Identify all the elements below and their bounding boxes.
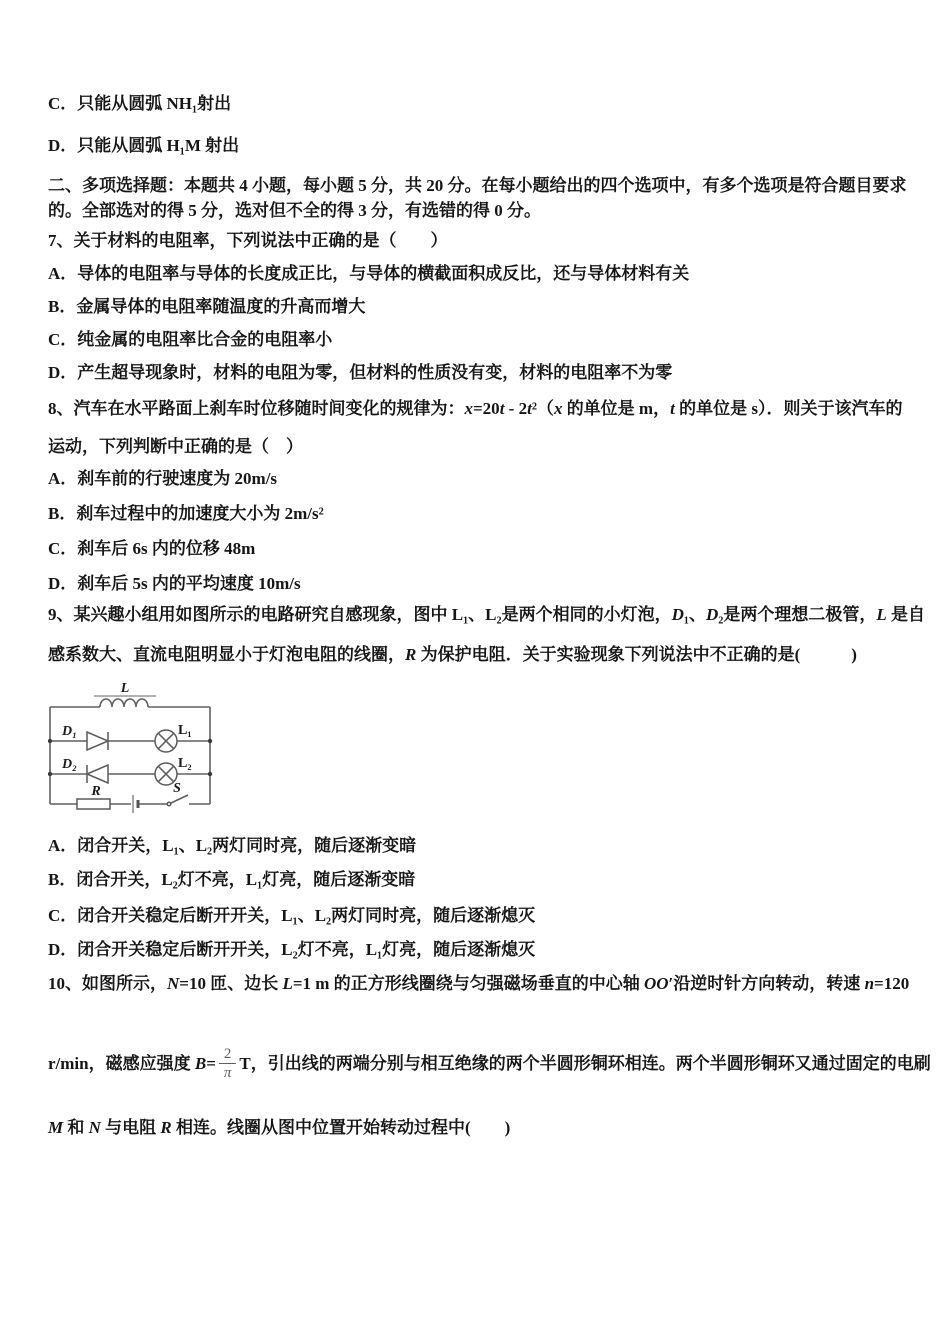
q8-option-c — [48, 538, 924, 559]
option-text: 闭合开关稳定后断开开关，L₁、L₂两灯同时亮，随后逐渐熄灭 — [77, 906, 536, 925]
junction-dot — [208, 739, 212, 743]
option-letter: D． — [48, 574, 78, 593]
q9-stem-line-1: 9、某兴趣小组用如图所示的电路研究自感现象，图中 L₁、L₂是两个相同的小灯泡，D₁、D₂是两个理想二极管，L 是自 — [48, 605, 926, 624]
q9-circuit-figure — [48, 679, 924, 821]
option-letter: B． — [48, 504, 77, 523]
battery-symbol — [133, 795, 138, 813]
q7-option-d — [48, 362, 924, 383]
switch-symbol — [167, 795, 188, 806]
q8-option-b — [48, 503, 924, 524]
lamp1-symbol — [155, 730, 177, 752]
diode1-label: D₁ — [62, 724, 77, 739]
inductor-symbol — [100, 699, 148, 707]
option-text: 产生超导现象时，材料的电阻为零，但材料的性质没有变，材料的电阻率不为零 — [77, 363, 673, 382]
option-letter: C． — [48, 330, 78, 349]
option-letter: A． — [48, 469, 78, 488]
q10-stem-line-3: M 和 N 与电阻 R 相连。线圈从图中位置开始转动过程中( ) — [48, 1118, 511, 1137]
option-text: 闭合开关，L₂灯不亮，L₁灯亮，随后逐渐变暗 — [76, 870, 416, 889]
q10-line2-prefix: r/min，磁感应强度 B= — [48, 1054, 216, 1073]
option-letter: C． — [48, 539, 78, 558]
q10-stem-line-1: 10、如图所示，N=10 匝、边长 L=1 m 的正方形线圈绕与匀强磁场垂直的中心轴 OO′沿逆时针方向转动，转速 n=120 — [48, 974, 910, 993]
q9-option-b — [48, 869, 924, 890]
option-letter: B． — [48, 870, 77, 889]
q9-option-d — [48, 939, 924, 960]
q9-option-c — [48, 905, 924, 926]
q8-option-a — [48, 468, 924, 489]
diode2-symbol — [87, 765, 108, 783]
prev-option-d — [48, 135, 924, 156]
option-letter: C． — [48, 906, 78, 925]
q8-stem-line-1: 8、汽车在水平路面上刹车时位移随时间变化的规律为：x=20t - 2t²（x 的单位是 m，t 的单位是 s）．则关于该汽车的 — [48, 399, 903, 418]
option-text: 刹车过程中的加速度大小为 2m/s² — [76, 504, 324, 523]
option-text: 只能从圆弧 H₁M 射出 — [77, 136, 240, 155]
circuit-diagram — [48, 679, 223, 821]
option-text: 刹车后 5s 内的平均速度 10m/s — [77, 574, 301, 593]
q8-stem-line-2: 运动，下列判断中正确的是（ ） — [48, 437, 303, 456]
q7-option-b — [48, 296, 924, 317]
option-text: 导体的电阻率与导体的长度成正比，与导体的横截面积成反比，还与导体材料有关 — [77, 264, 690, 283]
option-text: 刹车前的行驶速度为 20m/s — [77, 469, 278, 488]
lamp1-label: L₁ — [178, 723, 192, 738]
junction-dot — [48, 772, 52, 776]
q7-option-c — [48, 329, 924, 350]
q9-option-a — [48, 835, 924, 856]
option-text: 刹车后 6s 内的位移 48m — [77, 539, 256, 558]
section-2-header: 二、多项选择题：本题共 4 小题，每小题 5 分，共 20 分。在每小题给出的四个选项中，有多个选项是符合题目要求的。全部选对的得 5 分，选对但不全的得 3 分，有选错的得 0 分。 — [48, 176, 907, 220]
lamp2-label: L₂ — [178, 756, 192, 771]
diode1-symbol — [87, 732, 108, 750]
junction-dot — [48, 739, 52, 743]
q7-stem: 7、关于材料的电阻率，下列说法中正确的是（ ） — [48, 231, 448, 250]
diode2-label: D₂ — [62, 757, 77, 772]
q7-option-a — [48, 263, 924, 284]
option-text: 金属导体的电阻率随温度的升高而增大 — [76, 297, 366, 316]
option-letter: A． — [48, 264, 78, 283]
switch-label: S — [173, 781, 181, 796]
q10-stem-line-2 — [48, 1046, 931, 1081]
inductor-label: L — [120, 681, 130, 696]
option-letter: D． — [48, 136, 78, 155]
q9-stem-line-2: 感系数大、直流电阻明显小于灯泡电阻的线圈，R 为保护电阻．关于实验现象下列说法中不正确的是( ) — [48, 645, 857, 664]
option-letter: B． — [48, 297, 77, 316]
option-letter: D． — [48, 363, 78, 382]
option-text: 纯金属的电阻率比合金的电阻率小 — [77, 330, 333, 349]
resistor-label: R — [91, 784, 101, 799]
option-text: 闭合开关稳定后断开开关，L₂灯不亮，L₁灯亮，随后逐渐熄灭 — [77, 940, 536, 959]
fraction-b-value — [219, 1046, 237, 1081]
option-letter: C． — [48, 94, 78, 113]
q8-option-d — [48, 573, 924, 594]
option-letter: D． — [48, 940, 78, 959]
option-letter: A． — [48, 836, 78, 855]
junction-dot — [208, 772, 212, 776]
fraction-numerator: 2 — [223, 1046, 232, 1062]
resistor-symbol — [77, 799, 110, 809]
option-text: 只能从圆弧 NH₁射出 — [77, 94, 232, 113]
prev-option-c — [48, 93, 924, 114]
fraction-denominator: π — [219, 1063, 237, 1081]
option-text: 闭合开关，L₁、L₂两灯同时亮，随后逐渐变暗 — [77, 836, 417, 855]
q10-line2-suffix: T，引出线的两端分别与相互绝缘的两个半圆形铜环相连。两个半圆形铜环又通过固定的电刷 — [239, 1054, 931, 1073]
